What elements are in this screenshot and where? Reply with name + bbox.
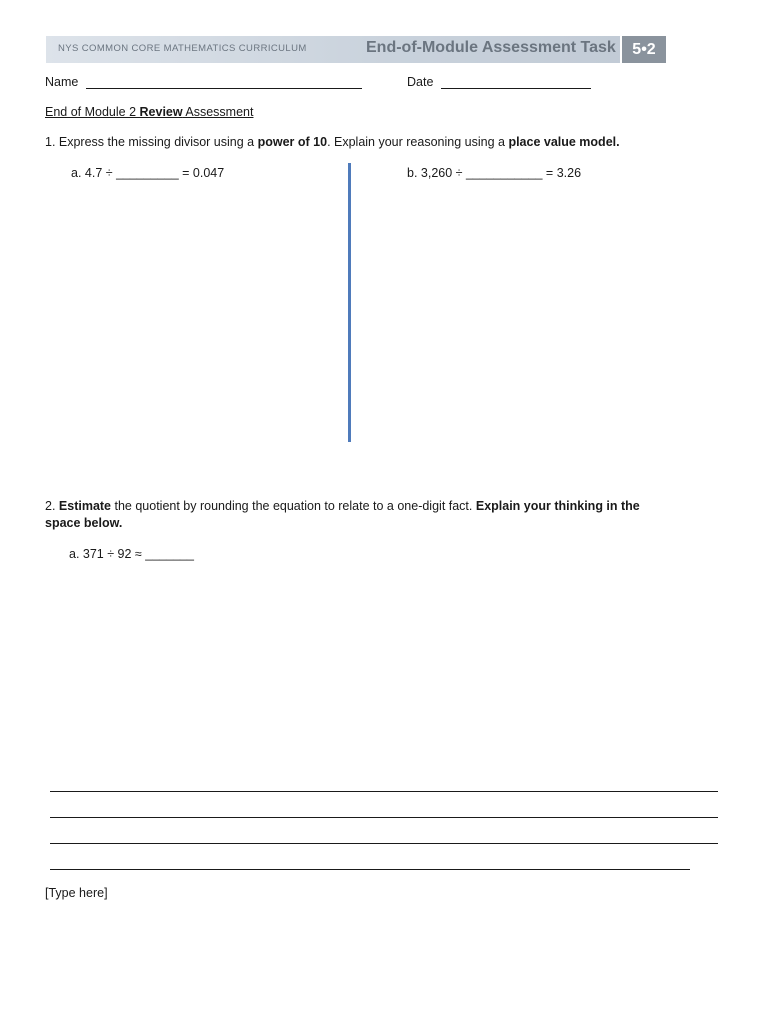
prompt-text: . Explain your reasoning using a — [327, 135, 509, 149]
column-divider — [348, 163, 351, 442]
subtitle-bold: Review — [139, 105, 183, 119]
subtitle-part: End of Module 2 — [45, 105, 140, 119]
question-1-prompt — [45, 134, 620, 151]
page-subtitle — [45, 104, 253, 121]
date-label: Date — [407, 75, 434, 89]
name-line[interactable] — [86, 75, 362, 89]
answer-line[interactable] — [50, 791, 718, 792]
subtitle-part: Assessment — [182, 105, 254, 119]
answer-line[interactable] — [50, 843, 718, 844]
module-badge: 5•2 — [622, 36, 666, 63]
prompt-text: 1. Express the missing divisor using a — [45, 135, 258, 149]
curriculum-label: NYS COMMON CORE MATHEMATICS CURRICULUM — [58, 43, 307, 54]
date-line[interactable] — [441, 75, 591, 89]
type-here-placeholder[interactable]: [Type here] — [45, 886, 108, 900]
prompt-bold: place value model. — [508, 135, 620, 149]
prompt-bold: Estimate — [58, 499, 112, 513]
prompt-text: the quotient by rounding the equation to relate to a one-digit fact. — [111, 499, 476, 513]
question-2-prompt-cont — [45, 515, 122, 532]
answer-line[interactable] — [50, 817, 718, 818]
task-title: End-of-Module Assessment Task — [366, 39, 616, 56]
question-1b: b. 3,260 ÷ ___________ = 3.26 — [407, 166, 582, 180]
prompt-bold: power of 10 — [257, 135, 328, 149]
date-field — [407, 75, 591, 89]
answer-line[interactable] — [50, 869, 690, 870]
name-field — [45, 75, 362, 89]
question-1a: a. 4.7 ÷ _________ = 0.047 — [71, 166, 225, 180]
prompt-text: 2. — [45, 499, 59, 513]
prompt-bold: space below. — [45, 516, 123, 530]
name-label: Name — [45, 75, 79, 89]
question-2-prompt — [45, 498, 685, 515]
prompt-bold: Explain your thinking in the — [475, 499, 640, 513]
question-2a: a. 371 ÷ 92 ≈ _______ — [69, 547, 194, 561]
